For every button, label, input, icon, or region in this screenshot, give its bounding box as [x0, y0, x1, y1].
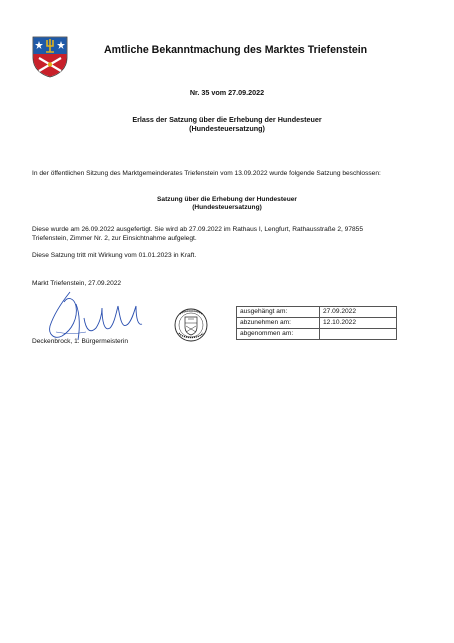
official-seal-icon: [174, 302, 208, 348]
notice-heading: [0, 115, 454, 133]
posting-label: ausgehängt am:: [237, 307, 320, 318]
statute-title-line1: Satzung über die Erhebung der Hundesteuer: [157, 196, 297, 203]
execution-paragraph: Diese wurde am 26.09.2022 ausgefertigt. Sie wird ab 27.09.2022 im Rathaus I, Lengfurt, Rathausstraße 2, 97855 Triefenstein, Zimmer Nr. 2, zur Einsichtnahme aufgelegt.: [32, 226, 363, 242]
posting-date: 27.09.2022: [320, 307, 397, 318]
table-row: [237, 307, 397, 318]
effective-date-paragraph: Diese Satzung tritt mit Wirkung vom 01.01.2023 in Kraft.: [32, 252, 197, 259]
intro-paragraph: In der öffentlichen Sitzung des Marktgemeinderates Triefenstein vom 13.09.2022 wurde folgende Satzung beschlossen:: [32, 170, 381, 177]
statute-title: [0, 196, 454, 213]
table-row: [237, 329, 397, 340]
signer-name: Deckenbrock, 1. Bürgermeisterin: [32, 338, 129, 345]
removal-due-date: 12.10.2022: [320, 318, 397, 329]
removal-due-label: abzunehmen am:: [237, 318, 320, 329]
place-and-date: Markt Triefenstein, 27.09.2022: [32, 280, 122, 287]
table-row: [237, 318, 397, 329]
notice-heading-line1: Erlass der Satzung über die Erhebung der Hundesteuer: [132, 115, 322, 124]
notice-number: Nr. 35 vom 27.09.2022: [189, 88, 265, 97]
posting-record-table: [236, 306, 397, 340]
notice-heading-line2: (Hundesteuersatzung): [189, 124, 265, 133]
removed-date: [320, 329, 397, 340]
statute-title-line2: (Hundesteuersatzung): [192, 204, 262, 212]
removed-label: abgenommen am:: [237, 329, 320, 340]
handwritten-signature-icon: [40, 284, 144, 344]
document-title: Amtliche Bekanntmachung des Marktes Triefenstein: [104, 44, 368, 56]
coat-of-arms-icon: [32, 36, 68, 78]
